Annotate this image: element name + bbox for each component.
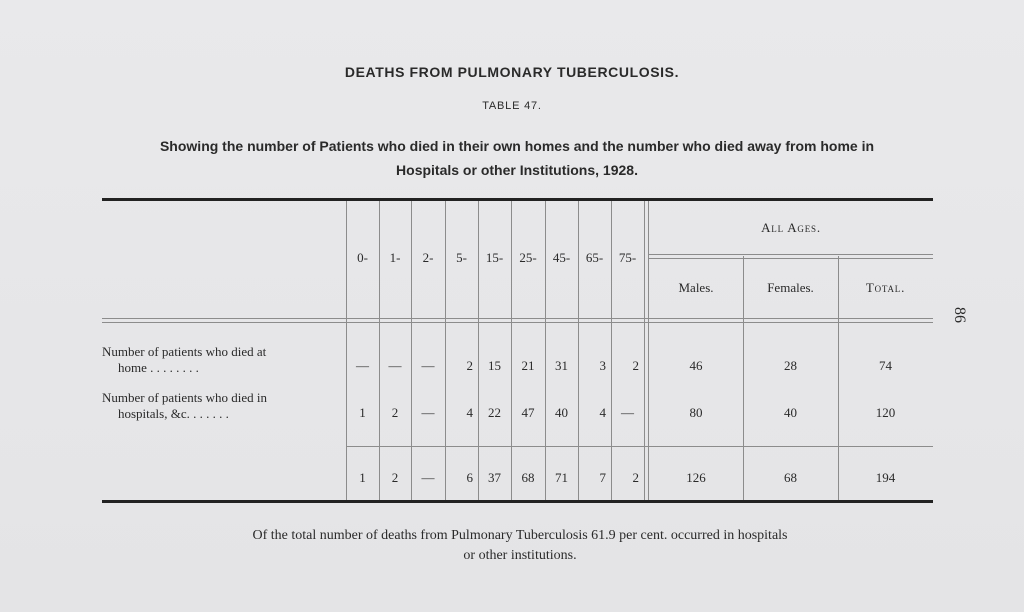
table-cell: 74: [879, 358, 892, 373]
total-cell: 6: [466, 470, 473, 485]
table-cell: 47: [521, 405, 535, 420]
total-cell: 68: [521, 470, 535, 485]
table-cell: 80: [689, 405, 703, 420]
total-cell: 2: [632, 470, 639, 485]
males-header: Males.: [678, 280, 714, 295]
table-top-rule: [102, 198, 933, 201]
description-line-2: Hospitals or other Institutions, 1928.: [396, 162, 638, 178]
age-header: 45-: [552, 250, 571, 265]
table-cell: 2: [466, 358, 473, 373]
table-cell: 120: [875, 405, 896, 420]
row-label-line: Number of patients who died in: [102, 390, 267, 405]
total-cell: 126: [686, 470, 706, 485]
table-cell: 31: [555, 358, 568, 373]
table-cell: —: [621, 405, 634, 420]
table-number: TABLE 47.: [482, 100, 542, 112]
table-bottom-rule: [102, 500, 933, 503]
age-header: 0-: [357, 250, 368, 265]
page-number: 86: [951, 307, 968, 323]
col-divider: [478, 201, 479, 500]
total-cell: 2: [391, 470, 399, 485]
table-cell: —: [356, 358, 369, 373]
table-cell: 21: [521, 358, 535, 373]
col-divider: [379, 201, 380, 500]
col-divider: [545, 201, 546, 500]
total-cell: 68: [784, 470, 797, 485]
table-cell: 40: [784, 405, 797, 420]
row-label-line: Number of patients who died at: [102, 344, 267, 359]
row-label-home: [102, 344, 342, 376]
col-divider: [445, 201, 446, 500]
table-cell: 1: [359, 405, 366, 420]
col-divider: [346, 201, 347, 500]
total-cell: 1: [359, 470, 366, 485]
total-cell: 7: [599, 470, 606, 485]
age-header: 15-: [485, 250, 504, 265]
col-divider: [511, 201, 512, 500]
table-cell: 15: [488, 358, 501, 373]
row-label-line: home . . . . . . . .: [118, 360, 199, 375]
document-title: DEATHS FROM PULMONARY TUBERCULOSIS.: [344, 64, 680, 80]
table-cell: 4: [599, 405, 606, 420]
col-divider-double: [644, 201, 649, 500]
table-cell: —: [421, 358, 435, 373]
table-cell: —: [421, 405, 435, 420]
totals-divider: [346, 446, 933, 447]
col-divider: [578, 201, 579, 500]
col-divider: [411, 201, 412, 500]
footnote-line-1: Of the total number of deaths from Pulmonary Tuberculosis 61.9 per cent. occurred in hospitals: [252, 528, 788, 543]
age-header: 5-: [456, 250, 467, 265]
table-cell: 40: [555, 405, 568, 420]
footnote: [120, 526, 920, 566]
age-header: 65-: [585, 250, 604, 265]
age-header: 75-: [618, 250, 637, 265]
total-cell: —: [421, 470, 435, 485]
all-ages-header: All Ages.: [761, 220, 821, 235]
row-label-hospitals: [102, 390, 342, 422]
table-cell: 46: [689, 358, 703, 373]
table-cell: 4: [466, 405, 473, 420]
age-header: 1-: [389, 250, 401, 265]
table-cell: —: [388, 358, 402, 373]
all-ages-divider: [649, 254, 933, 259]
table-description: [96, 134, 938, 182]
total-header: Total.: [865, 280, 906, 295]
total-cell: 194: [875, 470, 896, 485]
age-header: 2-: [422, 250, 434, 265]
table-cell: 28: [784, 358, 797, 373]
row-label-line: hospitals, &c. . . . . . .: [118, 406, 229, 421]
footnote-line-2: or other institutions.: [463, 548, 577, 563]
col-divider: [611, 201, 612, 500]
table-cell: 2: [391, 405, 399, 420]
description-line-1: Showing the number of Patients who died in their own homes and the number who died away from home in: [159, 138, 875, 154]
header-divider: [102, 318, 933, 323]
total-cell: 71: [555, 470, 568, 485]
total-cell: 37: [488, 470, 501, 485]
females-header: Females.: [767, 280, 814, 295]
table-cell: 2: [632, 358, 639, 373]
table-cell: 22: [488, 405, 501, 420]
age-header: 25-: [519, 250, 537, 265]
table-cell: 3: [599, 358, 606, 373]
